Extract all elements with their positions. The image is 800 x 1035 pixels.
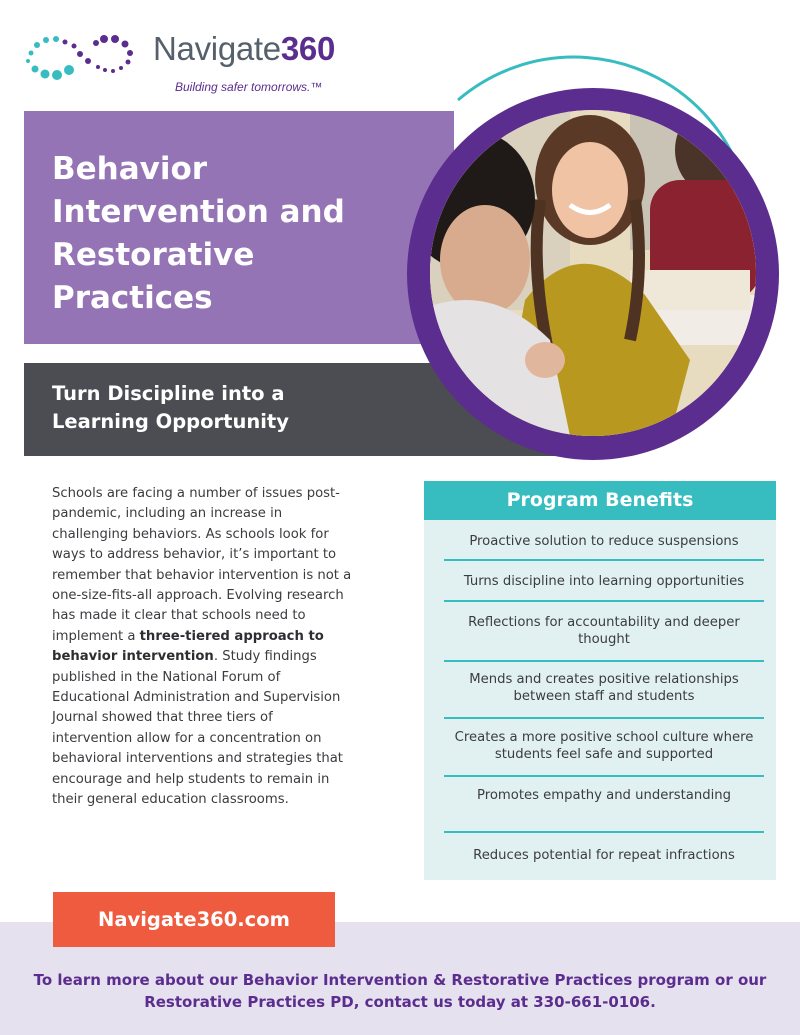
students-classroom-photo: [430, 110, 756, 436]
contact-message: To learn more about our Behavior Intervention & Restorative Practices program or our Restorative Practices PD, contact us today at 330-661-0106.: [33, 971, 767, 1011]
intro-text-before: Schools are facing a number of issues post-pandemic, including an increase in challenging behaviors. As schools look for ways to address behavior, it’s important to remember that behavior intervention is not a one-size-fits-all approach. Evolving research has made it clear that schools need to implement a: [52, 486, 352, 644]
benefit-item: Reduces potential for repeat infractions: [473, 848, 735, 863]
brand-wordmark: [153, 30, 335, 68]
benefit-divider: [444, 600, 764, 602]
photo-illustration: [430, 110, 756, 436]
benefit-item: Reflections for accountability and deeper thought: [468, 615, 740, 647]
brand-name-text: Navigate: [153, 30, 281, 67]
benefit-divider: [444, 559, 764, 561]
page-subtitle: Turn Discipline into a Learning Opportunity: [52, 382, 289, 433]
benefit-divider: [444, 775, 764, 777]
benefit-item: Mends and creates positive relationships between staff and students: [469, 672, 739, 704]
brand-name-number: 360: [280, 30, 336, 67]
benefits-heading: Program Benefits: [424, 481, 776, 520]
intro-bold-phrase: three-tiered approach to behavior intervention: [52, 628, 324, 665]
benefit-divider: [444, 831, 764, 833]
benefit-divider: [444, 660, 764, 662]
benefit-item: Creates a more positive school culture where students feel safe and supported: [454, 730, 754, 762]
website-link-button[interactable]: Navigate360.com: [53, 892, 335, 947]
navigate360-logo-icon: [22, 30, 142, 82]
benefit-item: Promotes empathy and understanding: [477, 788, 731, 803]
benefit-item: Turns discipline into learning opportunities: [463, 574, 745, 589]
benefit-item: Proactive solution to reduce suspensions: [469, 534, 739, 549]
brand-tagline: Building safer tomorrows.™: [175, 80, 323, 94]
page-title: Behavior Intervention and Restorative Practices: [52, 151, 345, 316]
benefit-divider: [444, 717, 764, 719]
intro-text-after: . Study findings published in the National Forum of Educational Administration and Supervision Journal showed that three tiers of intervention allow for a concentration on behavioral interventions and strategies that encourage and help students to remain in their general education classrooms.: [52, 649, 343, 808]
intro-paragraph: [52, 484, 352, 811]
